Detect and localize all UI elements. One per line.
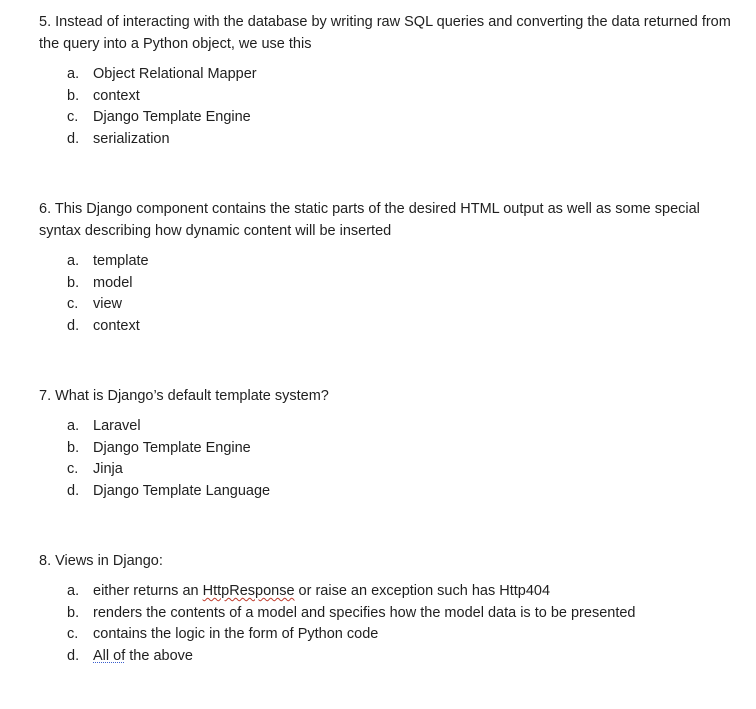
option-c [39,459,739,481]
options-list [39,251,739,338]
question-text: 6. This Django component contains the static parts of the desired HTML output as well as some special syntax describing how dynamic content will be inserted [39,201,700,239]
option-letter: b. [67,87,80,104]
options-list [39,416,739,503]
option-letter: b. [67,439,80,456]
question-7 [39,385,739,503]
spellcheck-flagged-word: HttpResponse [202,583,295,599]
option-text: model [93,274,133,291]
option-d [39,316,739,338]
option-text [93,581,550,603]
option-letter: a. [67,583,80,599]
option-a [39,251,739,273]
option-letter: b. [67,274,80,291]
options-list [39,64,739,151]
question-8 [39,550,739,668]
option-a [39,64,739,86]
option-d [39,481,739,503]
option-a [39,416,739,438]
option-c [39,107,739,129]
option-letter: b. [67,604,80,621]
option-a [39,581,739,603]
option-letter: d. [67,483,80,500]
option-text: Laravel [93,418,141,434]
option-text: renders the contents of a model and specifies how the model data is to be presented [93,604,636,621]
option-letter: c. [67,626,79,643]
option-text: template [93,253,149,269]
option-d [39,129,739,151]
option-text: Django Template Language [93,483,271,500]
option-text: serialization [93,131,170,148]
option-b [39,273,739,295]
option-text: view [93,296,123,313]
option-letter: d. [67,318,80,335]
question-text: 5. Instead of interacting with the database by writing raw SQL queries and converting the data returned from the query into a Python object, we use this [39,14,731,52]
option-letter: a. [67,418,80,434]
option-text: Django Template Engine [93,109,251,126]
option-letter: c. [67,296,79,313]
option-text: contains the logic in the form of Python code [93,626,379,643]
option-d [39,646,739,668]
option-text: Object Relational Mapper [93,66,257,82]
option-letter: c. [67,461,79,478]
option-text-post: the above [125,648,193,665]
option-c [39,624,739,646]
option-b [39,438,739,460]
question-text: 8. Views in Django: [39,553,163,569]
option-text: context [93,318,140,335]
option-c [39,294,739,316]
option-text: context [93,87,140,104]
option-b [39,603,739,625]
options-list [39,581,739,668]
option-letter: a. [67,253,80,269]
option-text-pre: either returns an [93,583,203,599]
question-5 [39,11,739,151]
question-6 [39,198,739,338]
option-letter: a. [67,66,80,82]
question-text: 7. What is Django’s default template system? [39,388,329,404]
option-letter: c. [67,109,79,126]
option-text: Jinja [93,461,123,478]
option-text-post: or raise an exception such has Http404 [294,583,551,599]
option-text: Django Template Engine [93,439,251,456]
grammar-flagged-phrase: All of [93,648,126,665]
option-letter: d. [67,131,80,148]
option-letter: d. [67,648,80,665]
option-text [93,646,193,668]
option-b [39,86,739,108]
